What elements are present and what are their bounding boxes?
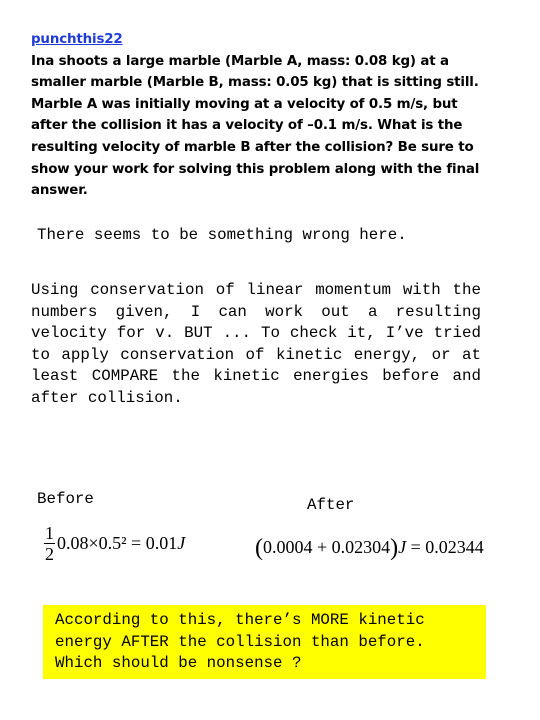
note-text: There seems to be something wrong here. — [37, 226, 407, 244]
before-label: Before — [37, 490, 94, 508]
after-equation-unit: J — [398, 537, 407, 557]
close-paren: ) — [390, 535, 399, 561]
after-equation-terms: 0.0004 + 0.02304 — [263, 537, 391, 557]
open-paren: ( — [255, 535, 263, 561]
question-text: Ina shoots a large marble (Marble A, mass: 0.08 kg) at a smaller marble (Marble B, mass: 0.05 kg) that is sitting still. Marble A was initially moving at a velocity of 0.5 m/s, but after the collision it has a velocity of –0.1 m/s. What is the resulting velocity of marble B after the collision? Be sure to show your work for solving this problem along with the final answer. — [31, 53, 480, 199]
author-link[interactable]: punchthis22 — [31, 32, 123, 47]
question-block — [31, 29, 493, 202]
explanation-paragraph: Using conservation of linear momentum with the numbers given, I can work out a resulting velocity for v. BUT ... To check it, I’ve tried to apply conservation of kinetic energy, or at least COMPARE the kinetic energies before and after collision. — [31, 281, 481, 407]
fraction-numerator: 1 — [45, 523, 54, 543]
after-equation-result: = 0.02344 — [406, 537, 484, 557]
callout-line-2: energy AFTER the collision than before. — [55, 632, 425, 651]
before-equation-unit: J — [177, 533, 186, 553]
after-label: After — [307, 496, 355, 514]
after-equation — [255, 533, 484, 561]
before-equation — [44, 523, 185, 571]
before-equation-body — [57, 533, 185, 554]
fraction-denominator: 2 — [45, 544, 54, 564]
before-equation-expression: 0.08×0.5² = 0.01 — [57, 533, 178, 553]
callout-line-1: According to this, there’s MORE kinetic — [55, 611, 425, 629]
callout-line-3: Which should be nonsense ? — [55, 654, 302, 673]
highlight-callout — [43, 605, 486, 679]
half-fraction — [44, 523, 55, 564]
